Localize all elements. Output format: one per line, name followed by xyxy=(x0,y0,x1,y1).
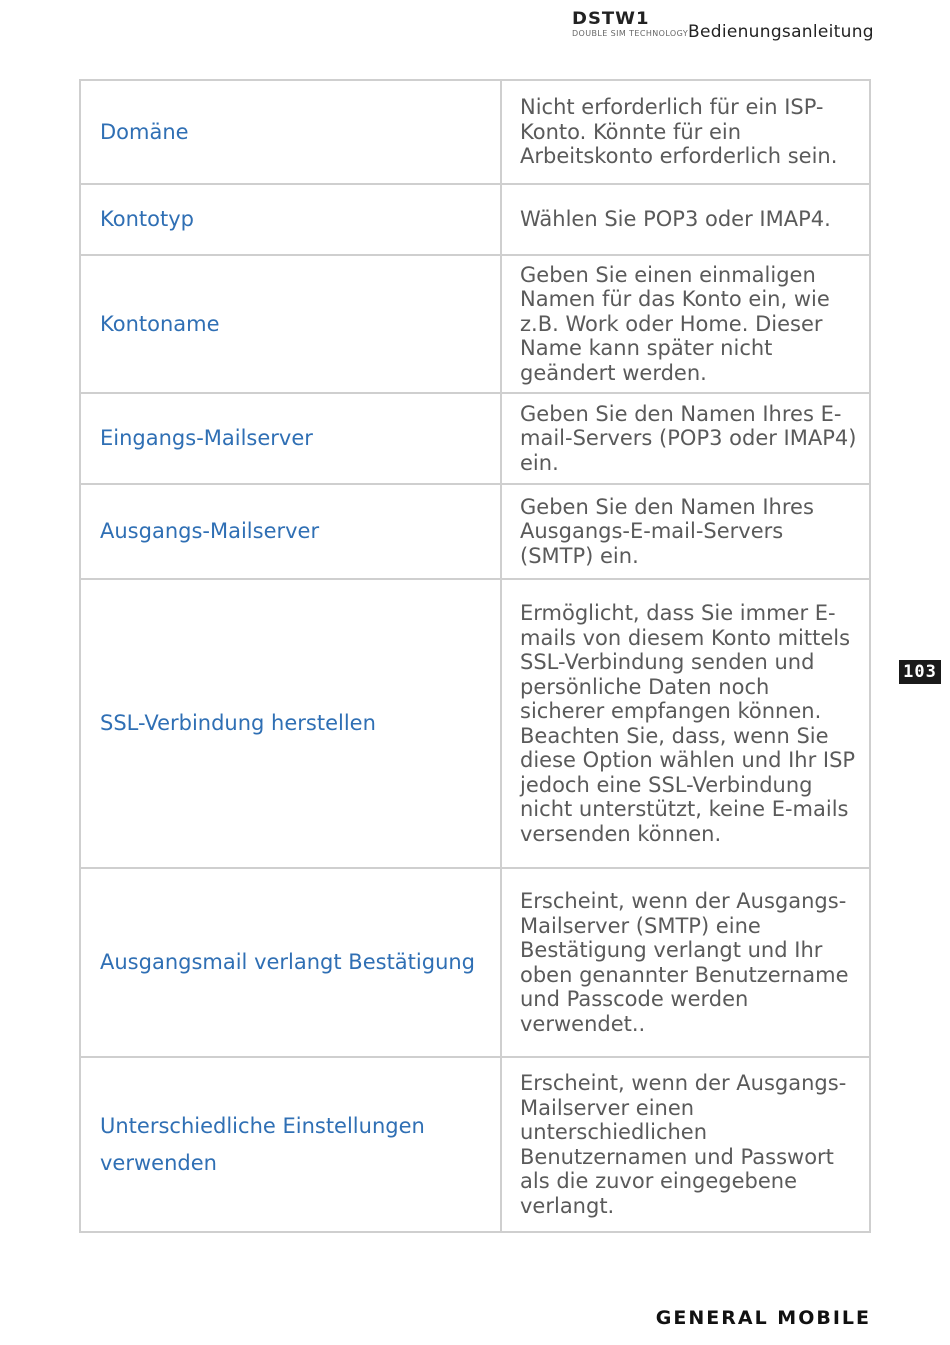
row-description: Geben Sie einen einmaligen Namen für das Konto ein, wie z.B. Work oder Home. Dieser Name kann später nicht geändert werden. xyxy=(501,255,870,393)
row-description: Wählen Sie POP3 oder IMAP4. xyxy=(501,184,870,255)
row-description: Erscheint, wenn der Ausgangs-Mailserver einen unterschiedlichen Benutzernamen und Passwort als die zuvor eingegebene verlangt. xyxy=(501,1057,870,1232)
document-title: Bedienungsanleitung xyxy=(688,22,874,42)
page-number-badge: 103 xyxy=(899,660,941,684)
table-row xyxy=(80,80,870,184)
logo-main-text: DSTW1 xyxy=(572,8,650,29)
email-settings-table xyxy=(79,79,871,1233)
row-label: Ausgangsmail verlangt Bestätigung xyxy=(80,868,501,1057)
row-label: Kontotyp xyxy=(80,184,501,255)
row-description: Geben Sie den Namen Ihres Ausgangs-E-mail-Servers (SMTP) ein. xyxy=(501,484,870,579)
row-label: Kontoname xyxy=(80,255,501,393)
table-row xyxy=(80,1057,870,1232)
row-description: Ermöglicht, dass Sie immer E-mails von diesem Konto mittels SSL-Verbindung senden und persönliche Daten noch sicherer empfangen können. Beachten Sie, dass, wenn Sie diese Option wählen und Ihr ISP jedoch eine SSL-Verbindung nicht unterstützt, keine E-mails versenden können. xyxy=(501,579,870,868)
footer-brand: GENERAL MOBILE xyxy=(655,1307,871,1329)
row-description: Nicht erforderlich für ein ISP-Konto. Könnte für ein Arbeitskonto erforderlich sein. xyxy=(501,80,870,184)
row-label: Ausgangs-Mailserver xyxy=(80,484,501,579)
row-label: SSL-Verbindung herstellen xyxy=(80,579,501,868)
table-row xyxy=(80,255,870,393)
table-row xyxy=(80,184,870,255)
table-row xyxy=(80,393,870,484)
table-row xyxy=(80,868,870,1057)
row-label: Unterschiedliche Einstellungen verwenden xyxy=(80,1057,501,1232)
row-label: Domäne xyxy=(80,80,501,184)
table-row xyxy=(80,484,870,579)
logo-subtitle: DOUBLE SIM TECHNOLOGY xyxy=(572,29,689,38)
brand-logo xyxy=(572,10,688,39)
row-label: Eingangs-Mailserver xyxy=(80,393,501,484)
table-row xyxy=(80,579,870,868)
row-description: Geben Sie den Namen Ihres E-mail-Servers (POP3 oder IMAP4) ein. xyxy=(501,393,870,484)
row-description: Erscheint, wenn der Ausgangs-Mailserver (SMTP) eine Bestätigung verlangt und Ihr oben genannter Benutzername und Passcode werden verwendet.. xyxy=(501,868,870,1057)
